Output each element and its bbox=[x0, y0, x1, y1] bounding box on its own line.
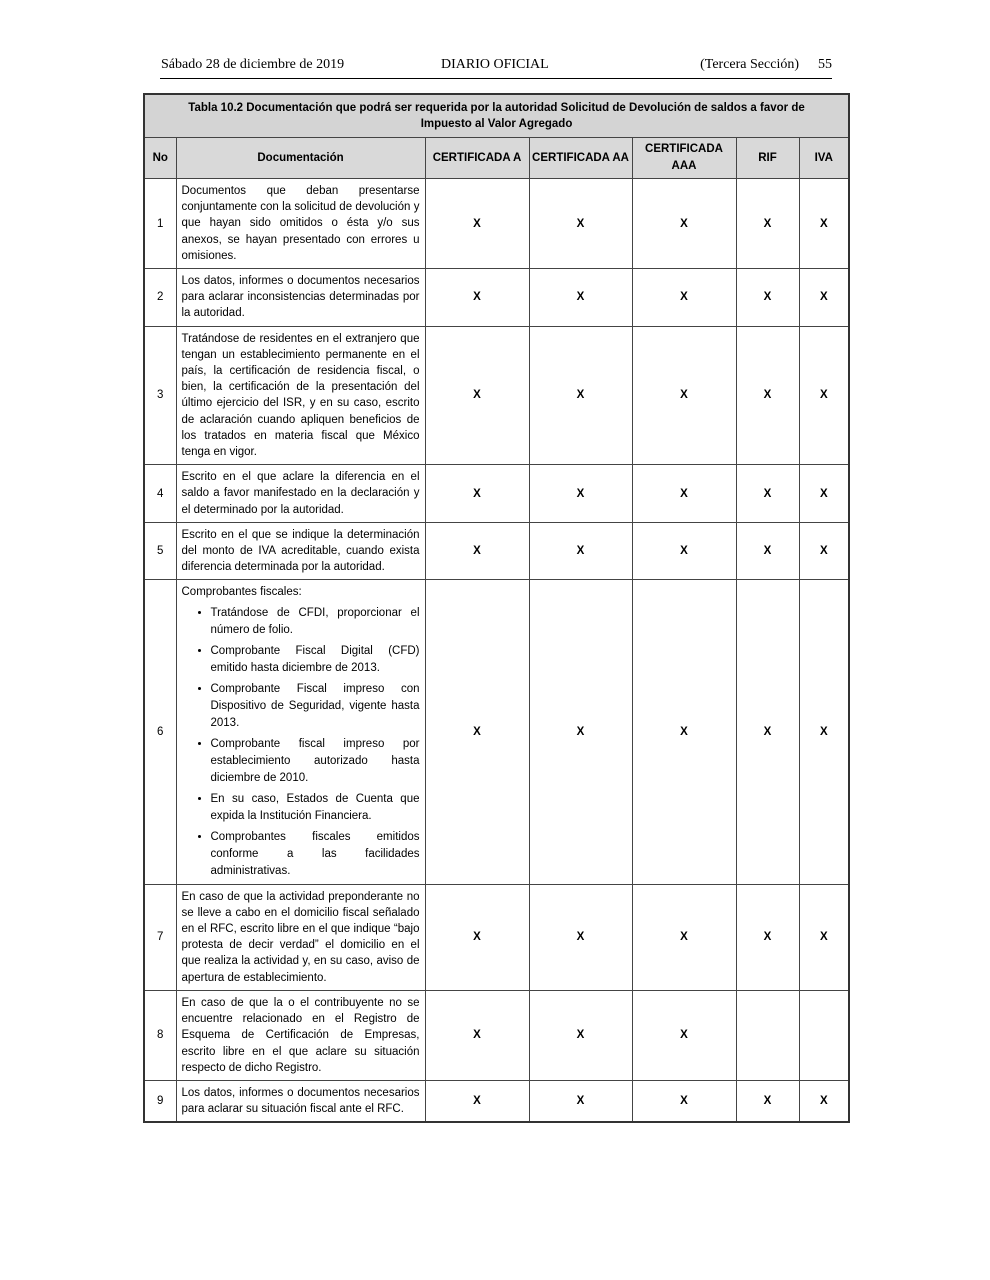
bullet-item: • Comprobante Fiscal impreso con Dispositivo de Seguridad, vigente hasta 2013. bbox=[211, 681, 420, 732]
bullet-item: • Comprobante Fiscal Digital (CFD) emitido hasta diciembre de 2013. bbox=[211, 643, 420, 677]
table-row bbox=[144, 522, 849, 580]
documentation-table bbox=[143, 93, 850, 1123]
table-row bbox=[144, 465, 849, 523]
row-number: 6 bbox=[144, 580, 176, 884]
row-description: Escrito en el que se indique la determinación del monto de IVA acreditable, cuando exista diferencia determinada por la autoridad. bbox=[176, 522, 425, 580]
mark-certificada-aaa: X bbox=[632, 465, 736, 523]
column-header-no: No bbox=[144, 138, 176, 179]
mark-iva bbox=[799, 990, 849, 1080]
mark-iva: X bbox=[799, 580, 849, 884]
row-number: 3 bbox=[144, 326, 176, 465]
mark-certificada-a: X bbox=[425, 326, 529, 465]
mark-certificada-a: X bbox=[425, 179, 529, 269]
mark-certificada-aa: X bbox=[529, 1080, 632, 1122]
header-journal-name: DIARIO OFICIAL bbox=[441, 57, 549, 72]
bullet-item: • Tratándose de CFDI, proporcionar el número de folio. bbox=[211, 605, 420, 639]
row-number: 7 bbox=[144, 884, 176, 990]
mark-iva: X bbox=[799, 884, 849, 990]
table-header-row bbox=[144, 138, 849, 179]
table-row bbox=[144, 990, 849, 1080]
mark-certificada-aaa: X bbox=[632, 990, 736, 1080]
header-date: Sábado 28 de diciembre de 2019 bbox=[161, 57, 345, 72]
mark-rif: X bbox=[736, 884, 799, 990]
mark-certificada-aaa: X bbox=[632, 269, 736, 327]
row-number: 5 bbox=[144, 522, 176, 580]
row-description: Documentos que deban presentarse conjuntamente con la solicitud de devolución y que hayan sido omitidos o ésta y/o sus anexos, se hayan presentado con errores u omisiones. bbox=[176, 179, 425, 269]
table-row bbox=[144, 326, 849, 465]
row-number: 9 bbox=[144, 1080, 176, 1122]
mark-iva: X bbox=[799, 269, 849, 327]
column-header-rif: RIF bbox=[736, 138, 799, 179]
table-row bbox=[144, 580, 849, 884]
row-description: Los datos, informes o documentos necesarios para aclarar inconsistencias determinadas por la autoridad. bbox=[176, 269, 425, 327]
row-number: 1 bbox=[144, 179, 176, 269]
column-header-certificada-aaa: CERTIFICADA AAA bbox=[632, 138, 736, 179]
mark-rif: X bbox=[736, 326, 799, 465]
mark-certificada-aa: X bbox=[529, 522, 632, 580]
row-description bbox=[176, 580, 425, 884]
mark-certificada-aa: X bbox=[529, 990, 632, 1080]
bullet-item: • En su caso, Estados de Cuenta que expida la Institución Financiera. bbox=[211, 791, 420, 825]
mark-rif: X bbox=[736, 179, 799, 269]
mark-certificada-aa: X bbox=[529, 580, 632, 884]
mark-certificada-aaa: X bbox=[632, 522, 736, 580]
mark-certificada-a: X bbox=[425, 580, 529, 884]
mark-rif bbox=[736, 990, 799, 1080]
table-row bbox=[144, 179, 849, 269]
bullet-list bbox=[182, 605, 420, 880]
mark-certificada-a: X bbox=[425, 269, 529, 327]
row-description-intro: Comprobantes fiscales: bbox=[181, 586, 302, 599]
mark-certificada-aa: X bbox=[529, 179, 632, 269]
mark-certificada-aa: X bbox=[529, 884, 632, 990]
mark-certificada-aaa: X bbox=[632, 179, 736, 269]
mark-iva: X bbox=[799, 179, 849, 269]
row-description: Escrito en el que aclare la diferencia en el saldo a favor manifestado en la declaración y el determinado por la autoridad. bbox=[176, 465, 425, 523]
mark-certificada-aa: X bbox=[529, 269, 632, 327]
mark-certificada-a: X bbox=[425, 522, 529, 580]
mark-iva: X bbox=[799, 1080, 849, 1122]
row-number: 8 bbox=[144, 990, 176, 1080]
column-header-certificada-aa: CERTIFICADA AA bbox=[529, 138, 632, 179]
row-description: En caso de que la actividad preponderante no se lleve a cabo en el domicilio fiscal señalado en el RFC, escrito libre en el que indique “bajo protesta de decir verdad” el domicilio en el que realiza la actividad y, en su caso, aviso de apertura de establecimiento. bbox=[176, 884, 425, 990]
table-row bbox=[144, 1080, 849, 1122]
row-description: En caso de que la o el contribuyente no se encuentre relacionado en el Registro de Esquema de Certificación de Empresas, escrito libre en el que aclare su situación respecto de dicho Registro. bbox=[176, 990, 425, 1080]
mark-certificada-a: X bbox=[425, 465, 529, 523]
mark-iva: X bbox=[799, 522, 849, 580]
mark-certificada-aaa: X bbox=[632, 884, 736, 990]
mark-rif: X bbox=[736, 269, 799, 327]
mark-rif: X bbox=[736, 465, 799, 523]
column-header-documentacion: Documentación bbox=[176, 138, 425, 179]
table-row bbox=[144, 884, 849, 990]
mark-rif: X bbox=[736, 1080, 799, 1122]
mark-certificada-aa: X bbox=[529, 326, 632, 465]
mark-certificada-a: X bbox=[425, 990, 529, 1080]
header-section: (Tercera Sección) bbox=[700, 57, 799, 72]
column-header-certificada-a: CERTIFICADA A bbox=[425, 138, 529, 179]
mark-rif: X bbox=[736, 580, 799, 884]
mark-certificada-aaa: X bbox=[632, 580, 736, 884]
mark-certificada-aaa: X bbox=[632, 326, 736, 465]
bullet-item: • Comprobantes fiscales emitidos conforme a las facilidades administrativas. bbox=[211, 829, 420, 880]
row-description: Tratándose de residentes en el extranjero que tengan un establecimiento permanente en el país, la certificación de residencia fiscal, o bien, la certificación de la presentación del último ejercicio del ISR, y en su caso, escrito de aclaración cuando apliquen beneficios de los tratados en materia fiscal que México tenga en vigor. bbox=[176, 326, 425, 465]
mark-certificada-aaa: X bbox=[632, 1080, 736, 1122]
row-number: 2 bbox=[144, 269, 176, 327]
header-page-number: 55 bbox=[818, 57, 832, 72]
row-description: Los datos, informes o documentos necesarios para aclarar su situación fiscal ante el RFC. bbox=[176, 1080, 425, 1122]
column-header-iva: IVA bbox=[799, 138, 849, 179]
running-header bbox=[160, 56, 832, 79]
bullet-item: • Comprobante fiscal impreso por establecimiento autorizado hasta diciembre de 2010. bbox=[211, 736, 420, 787]
mark-certificada-a: X bbox=[425, 884, 529, 990]
mark-iva: X bbox=[799, 465, 849, 523]
row-number: 4 bbox=[144, 465, 176, 523]
mark-certificada-a: X bbox=[425, 1080, 529, 1122]
mark-certificada-aa: X bbox=[529, 465, 632, 523]
mark-rif: X bbox=[736, 522, 799, 580]
table-row bbox=[144, 269, 849, 327]
table-caption: Tabla 10.2 Documentación que podrá ser requerida por la autoridad Solicitud de Devolución de saldos a favor de Impuesto al Valor Agregado bbox=[144, 94, 849, 138]
mark-iva: X bbox=[799, 326, 849, 465]
